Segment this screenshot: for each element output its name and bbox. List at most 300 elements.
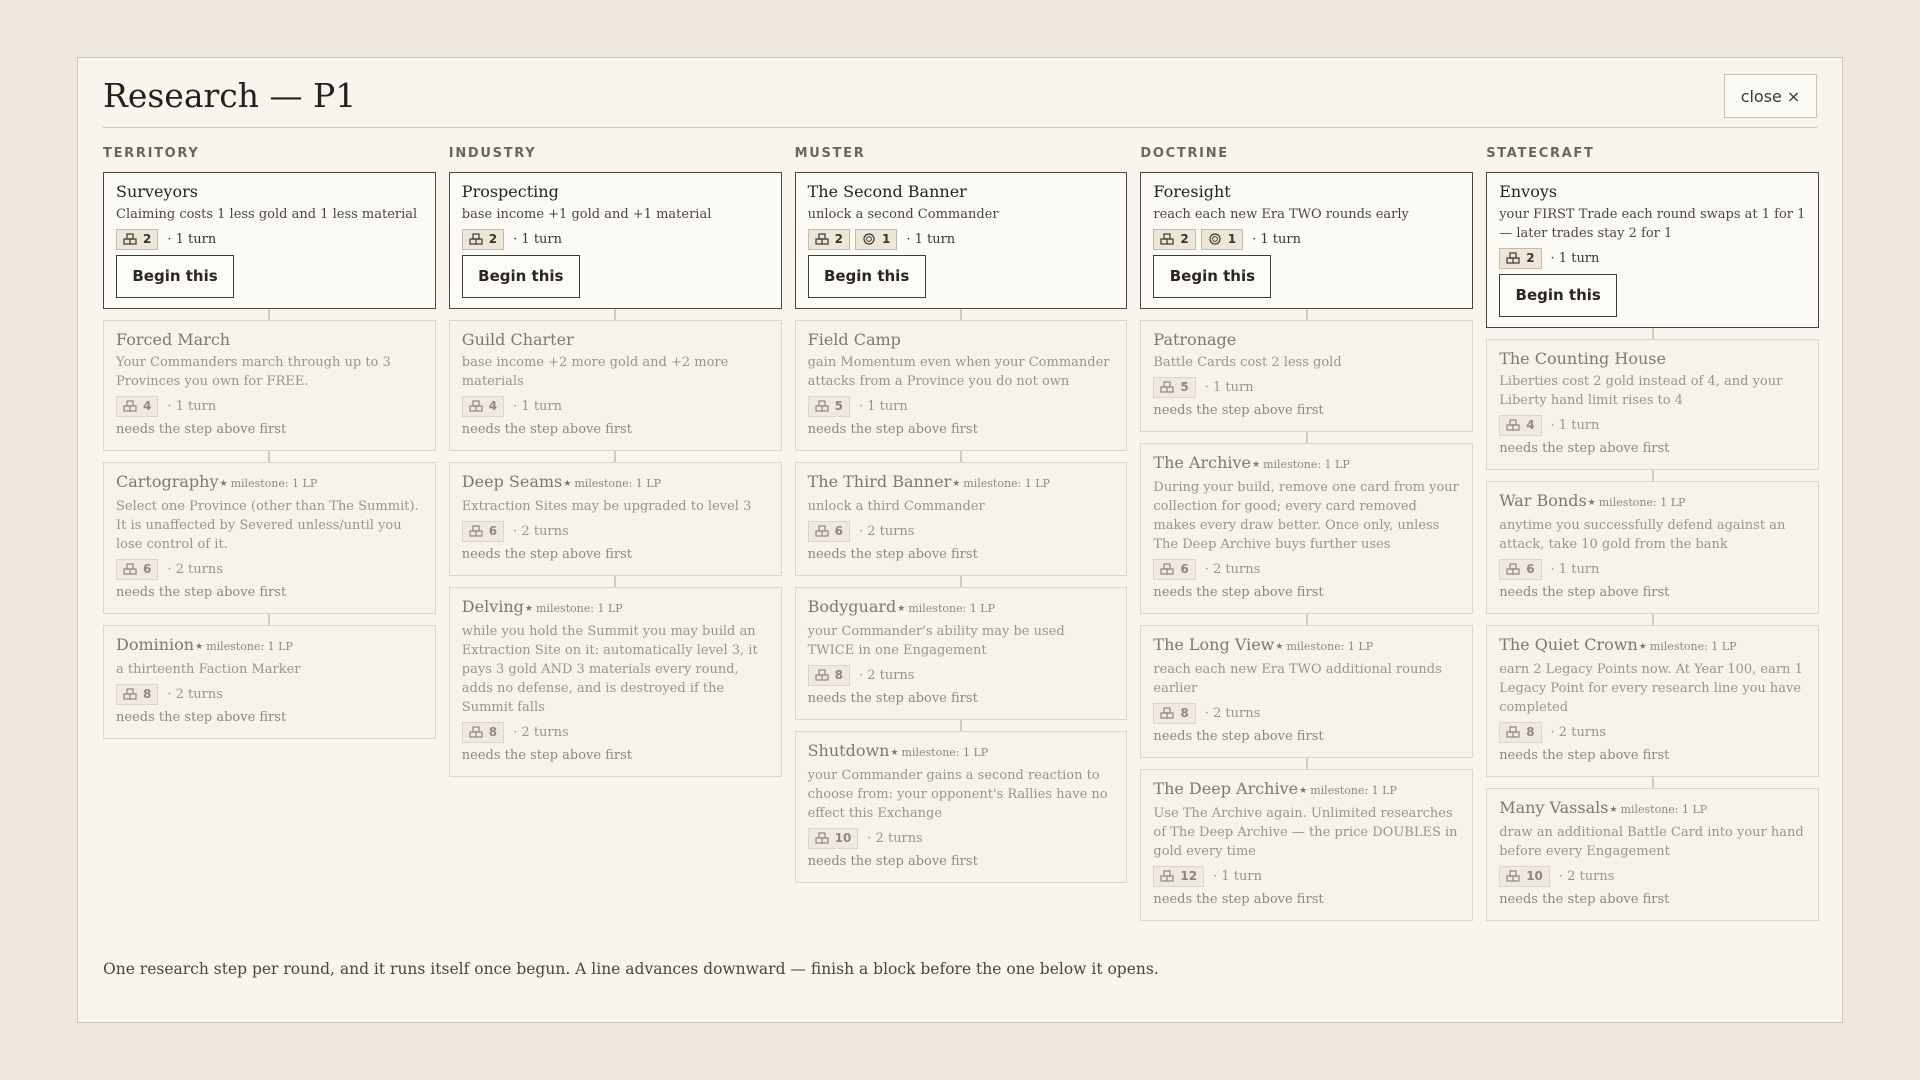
cost-row [1499, 864, 1806, 888]
connector-line [614, 576, 616, 587]
connector [103, 614, 436, 625]
turn-count: · 1 turn [1204, 379, 1254, 395]
milestone-label: milestone: 1 LP [963, 477, 1050, 490]
material-value: 12 [1180, 869, 1198, 883]
connector-line [1306, 758, 1308, 769]
turn-count: · 1 turn [513, 398, 563, 414]
material-icon [469, 400, 489, 412]
star-icon: ★ [890, 748, 899, 758]
material-icon [1506, 563, 1526, 575]
star-icon: ★ [1299, 786, 1308, 796]
prerequisite-note: needs the step above first [1153, 585, 1324, 600]
card-title [1499, 635, 1806, 657]
research-card [795, 320, 1128, 451]
milestone-label: milestone: 1 LP [1649, 640, 1737, 653]
material-icon [1160, 707, 1180, 719]
research-card [1140, 443, 1473, 614]
material-value: 6 [834, 524, 843, 538]
material-cost [1153, 703, 1195, 724]
card-title [1153, 453, 1460, 475]
card-name: The Long View [1153, 635, 1275, 654]
material-cost [808, 521, 850, 542]
prerequisite-note: needs the step above first [461, 547, 632, 562]
card-title [462, 330, 769, 350]
close-icon: × [1786, 86, 1801, 106]
material-cost [1499, 559, 1541, 580]
milestone-label: milestone: 1 LP [536, 602, 623, 615]
prerequisite-note: needs the step above first [807, 691, 978, 706]
turn-count: · 1 turn [1252, 231, 1301, 247]
material-icon [469, 233, 489, 245]
cost-row [1153, 375, 1460, 399]
material-value: 5 [1180, 380, 1189, 394]
material-value: 5 [834, 399, 843, 413]
card-description: Select one Province (other than The Summit). It is unaffected by Severed unless/until you lose control of it. [116, 499, 419, 552]
turn-count: · 1 turn [1550, 250, 1600, 266]
card-description: base income +2 more gold and +2 more materials [461, 355, 729, 389]
research-card [1140, 320, 1473, 432]
material-cost [116, 396, 158, 417]
card-description: while you hold the Summit you may build an Extraction Site on it: automatically level 3, it pays 3 gold AND 3 materials every round, adds no defense, and is destroyed if the Summit falls [461, 624, 758, 715]
material-icon [123, 563, 143, 575]
research-card [103, 625, 436, 739]
research-card[interactable] [103, 172, 436, 309]
cost-row [808, 826, 1115, 850]
card-title [116, 330, 423, 350]
card-description: reach each new Era TWO rounds early [1153, 207, 1409, 222]
card-title [808, 741, 1115, 763]
star-icon: ★ [1252, 460, 1261, 470]
research-card [795, 587, 1128, 720]
material-icon [1506, 252, 1526, 264]
material-cost [1499, 722, 1541, 743]
connector-line [1306, 432, 1308, 443]
card-description: anytime you successfully defend against an attack, take 10 gold from the bank [1499, 518, 1786, 552]
card-name: Field Camp [807, 330, 901, 349]
card-title [1499, 798, 1806, 820]
star-icon: ★ [897, 604, 906, 614]
research-card[interactable] [1486, 172, 1819, 328]
material-value: 8 [1526, 725, 1535, 739]
research-card [449, 462, 782, 576]
coin-cost [1201, 229, 1243, 250]
material-value: 2 [834, 232, 843, 246]
research-column [1140, 142, 1473, 921]
card-name: Forced March [116, 330, 231, 349]
cost-row [808, 227, 1115, 251]
begin-button[interactable]: Begin this [116, 255, 234, 298]
material-cost [1153, 377, 1195, 398]
card-description: a thirteenth Faction Marker [116, 662, 301, 677]
coin-icon [862, 233, 882, 245]
material-cost [1499, 866, 1550, 887]
material-cost [462, 722, 504, 743]
research-card [795, 462, 1128, 576]
research-column [449, 142, 782, 921]
column-title: DOCTRINE [1140, 146, 1229, 161]
cost-row [462, 394, 769, 418]
connector-line [614, 451, 616, 462]
material-cost [808, 665, 850, 686]
card-description: unlock a second Commander [807, 207, 999, 222]
material-cost [116, 229, 158, 250]
card-title [1499, 182, 1806, 202]
milestone-label: milestone: 1 LP [901, 746, 989, 759]
connector-line [960, 720, 962, 731]
turn-count: · 1 turn [167, 398, 217, 414]
coin-icon [1208, 233, 1228, 245]
research-card [1486, 481, 1819, 614]
card-description: unlock a third Commander [807, 499, 985, 514]
research-card [1140, 625, 1473, 758]
column-title: INDUSTRY [448, 146, 537, 161]
card-description: Use The Archive again. Unlimited researches of The Deep Archive — the price DOUBLES in gold every time [1153, 806, 1458, 859]
turn-count: · 2 turns [513, 523, 569, 539]
turn-count: · 2 turns [858, 667, 915, 683]
card-description: During your build, remove one card from your collection for good; every card removed makes every draw better. Once only, unless The Deep Archive buys further uses [1153, 480, 1459, 552]
material-icon [1506, 419, 1526, 431]
card-name: Prospecting [461, 182, 559, 201]
research-card [1486, 788, 1819, 921]
close-label: close [1740, 86, 1782, 106]
material-value: 2 [143, 232, 152, 246]
card-name: Envoys [1499, 182, 1558, 201]
milestone-label: milestone: 1 LP [230, 477, 318, 490]
turn-count: · 1 turn [858, 398, 908, 414]
milestone-label: milestone: 1 LP [1310, 784, 1397, 797]
material-cost [116, 684, 158, 705]
card-name: The Third Banner [807, 472, 952, 491]
card-description: Your Commanders march through up to 3 Provinces you own for FREE. [116, 355, 391, 389]
card-description: your FIRST Trade each round swaps at 1 for 1 — later trades stay 2 for 1 [1499, 207, 1806, 241]
prerequisite-note: needs the step above first [1499, 441, 1670, 456]
connector [103, 309, 436, 320]
research-card [1486, 339, 1819, 470]
turn-count: · 1 turn [906, 231, 956, 247]
connector [449, 451, 782, 462]
material-value: 10 [1526, 869, 1543, 883]
connector-line [614, 309, 616, 320]
card-name: The Deep Archive [1153, 779, 1299, 798]
column-title: TERRITORY [103, 146, 200, 161]
connector [1140, 309, 1473, 320]
research-panel [77, 57, 1843, 1023]
card-name: Guild Charter [461, 330, 574, 349]
material-icon [815, 525, 835, 537]
connector [1486, 777, 1819, 788]
turn-count: · 2 turns [1550, 724, 1607, 740]
footer-note: One research step per round, and it runs itself once begun. A line advances downward — finish a block before the one below it opens. [103, 960, 1159, 978]
material-value: 4 [143, 399, 152, 413]
card-title [116, 472, 423, 494]
column-title: MUSTER [794, 146, 866, 161]
material-value: 4 [1526, 418, 1535, 432]
material-icon [469, 525, 489, 537]
connector-line [1652, 777, 1654, 788]
card-name: Surveyors [116, 182, 198, 201]
cost-row [1153, 227, 1460, 251]
connector [795, 576, 1128, 587]
milestone-label: milestone: 1 LP [574, 477, 661, 490]
card-title [808, 330, 1115, 350]
material-value: 2 [488, 232, 498, 246]
card-name: Cartography [116, 472, 219, 491]
research-lines [103, 142, 1819, 921]
turn-count: · 2 turns [867, 830, 923, 846]
material-icon [1160, 381, 1180, 393]
material-cost [1499, 415, 1541, 436]
card-description: base income +1 gold and +1 material [461, 207, 712, 222]
material-value: 6 [1180, 562, 1189, 576]
connector-line [1652, 470, 1654, 481]
card-description: draw an additional Battle Card into your hand before every Engagement [1499, 825, 1804, 859]
material-icon [815, 400, 835, 412]
begin-button[interactable]: Begin this [1153, 255, 1271, 298]
material-icon [123, 233, 143, 245]
prerequisite-note: needs the step above first [116, 585, 287, 600]
card-name: War Bonds [1499, 491, 1587, 510]
connector [449, 309, 782, 320]
research-card[interactable] [795, 172, 1128, 309]
card-name: The Counting House [1499, 349, 1666, 368]
connector-line [1306, 309, 1308, 320]
card-description: Liberties cost 2 gold instead of 4, and your Liberty hand limit rises to 4 [1499, 374, 1783, 408]
connector-line [1652, 328, 1654, 339]
material-cost [462, 521, 504, 542]
prerequisite-note: needs the step above first [461, 422, 632, 437]
prerequisite-note: needs the step above first [1499, 585, 1670, 600]
card-description: earn 2 Legacy Points now. At Year 100, earn 1 Legacy Point for every research line you have completed [1499, 662, 1803, 715]
turn-count: · 1 turn [513, 231, 563, 247]
material-value: 4 [488, 399, 498, 413]
material-icon [1506, 726, 1526, 738]
material-icon [1506, 870, 1526, 882]
cost-row [1153, 864, 1460, 888]
prerequisite-note: needs the step above first [1499, 748, 1670, 763]
material-cost [462, 396, 504, 417]
card-name: The Quiet Crown [1499, 635, 1638, 654]
cost-row [1499, 557, 1806, 581]
cost-row [808, 394, 1115, 418]
connector-line [1652, 614, 1654, 625]
material-value: 8 [834, 668, 843, 682]
star-icon: ★ [1587, 498, 1596, 508]
turn-count: · 1 turn [1550, 417, 1600, 433]
material-cost [808, 396, 850, 417]
card-name: Deep Seams [461, 472, 563, 491]
material-cost [808, 828, 859, 849]
connector [1140, 432, 1473, 443]
connector-line [268, 451, 270, 462]
star-icon: ★ [195, 642, 204, 652]
material-cost [808, 229, 850, 250]
card-name: The Second Banner [807, 182, 967, 201]
connector [1486, 328, 1819, 339]
card-description: gain Momentum even when your Commander attacks from a Province you do not own [807, 355, 1110, 389]
research-card[interactable] [1140, 172, 1473, 309]
research-card[interactable] [449, 172, 782, 309]
material-icon [1160, 870, 1180, 882]
connector [449, 576, 782, 587]
milestone-label: milestone: 1 LP [1598, 496, 1686, 509]
begin-button[interactable]: Begin this [1499, 274, 1617, 317]
milestone-label: milestone: 1 LP [908, 602, 995, 615]
material-value: 6 [143, 562, 152, 576]
card-title [1153, 779, 1460, 801]
material-icon [1160, 233, 1180, 245]
turn-count: · 1 turn [1213, 868, 1262, 884]
turn-count: · 2 turns [1558, 868, 1615, 884]
research-card [449, 587, 782, 777]
cost-row [116, 682, 423, 706]
card-description: your Commander gains a second reaction to choose from: your opponent's Rallies have no effect this Exchange [807, 768, 1108, 821]
star-icon: ★ [563, 479, 572, 489]
connector [1486, 470, 1819, 481]
material-value: 6 [488, 524, 498, 538]
connector [103, 451, 436, 462]
cost-row [462, 227, 769, 251]
cost-row [116, 557, 423, 581]
card-name: Foresight [1153, 182, 1231, 201]
turn-count: · 2 turns [1204, 705, 1261, 721]
prerequisite-note: needs the step above first [807, 547, 978, 562]
turn-count: · 2 turns [1204, 561, 1261, 577]
connector [1140, 614, 1473, 625]
panel-header [103, 74, 1817, 128]
card-name: Many Vassals [1499, 798, 1609, 817]
cost-row [116, 227, 423, 251]
turn-count: · 2 turns [513, 724, 569, 740]
close-button[interactable] [1724, 74, 1817, 118]
material-icon [123, 400, 143, 412]
card-name: Shutdown [807, 741, 890, 760]
card-title [1499, 349, 1806, 369]
coin-value: 1 [881, 232, 891, 246]
research-card [795, 731, 1128, 883]
cost-row [1499, 413, 1806, 437]
card-description: your Commander's ability may be used TWICE in one Engagement [807, 624, 1065, 658]
material-value: 8 [143, 687, 152, 701]
turn-count: · 2 turns [167, 686, 223, 702]
research-column [1486, 142, 1819, 921]
card-title [808, 472, 1115, 494]
material-cost [116, 559, 158, 580]
research-card [449, 320, 782, 451]
card-title [462, 597, 769, 619]
prerequisite-note: needs the step above first [116, 710, 287, 725]
card-name: Delving [461, 597, 524, 616]
material-icon [469, 726, 489, 738]
material-icon [815, 832, 835, 844]
material-value: 6 [1526, 562, 1535, 576]
material-cost [462, 229, 504, 250]
material-value: 8 [488, 725, 498, 739]
star-icon: ★ [524, 604, 533, 614]
connector-line [960, 309, 962, 320]
research-card [103, 462, 436, 614]
connector [795, 451, 1128, 462]
coin-value: 1 [1227, 232, 1237, 246]
turn-count: · 2 turns [858, 523, 915, 539]
begin-button[interactable]: Begin this [808, 255, 926, 298]
material-value: 2 [1526, 251, 1535, 265]
milestone-label: milestone: 1 LP [1286, 640, 1374, 653]
card-name: The Archive [1153, 453, 1252, 472]
card-name: Patronage [1153, 330, 1237, 349]
connector [795, 720, 1128, 731]
card-title [116, 182, 423, 202]
connector [1140, 758, 1473, 769]
material-cost [1153, 229, 1195, 250]
star-icon: ★ [952, 479, 961, 489]
cost-row [1153, 701, 1460, 725]
turn-count: · 1 turn [1550, 561, 1600, 577]
card-title [462, 182, 769, 202]
prerequisite-note: needs the step above first [807, 422, 978, 437]
cost-row [1499, 720, 1806, 744]
card-description: Claiming costs 1 less gold and 1 less material [116, 207, 418, 222]
card-title [1153, 330, 1460, 350]
column-title: STATECRAFT [1486, 146, 1595, 161]
card-description: Extraction Sites may be upgraded to level 3 [461, 499, 752, 514]
cost-row [808, 663, 1115, 687]
cost-row [462, 519, 769, 543]
milestone-label: milestone: 1 LP [206, 640, 293, 653]
page-title: Research — P1 [103, 76, 357, 115]
card-description: Battle Cards cost 2 less gold [1153, 355, 1342, 370]
card-title [808, 182, 1115, 202]
prerequisite-note: needs the step above first [116, 422, 287, 437]
material-value: 2 [1180, 232, 1189, 246]
prerequisite-note: needs the step above first [1153, 892, 1324, 907]
material-icon [815, 669, 835, 681]
milestone-label: milestone: 1 LP [1620, 803, 1708, 816]
card-title [1153, 635, 1460, 657]
milestone-label: milestone: 1 LP [1263, 458, 1350, 471]
card-description: reach each new Era TWO additional rounds earlier [1153, 662, 1442, 696]
research-column [103, 142, 436, 921]
material-cost [1153, 559, 1195, 580]
star-icon: ★ [1609, 805, 1618, 815]
cost-row [1499, 246, 1806, 270]
star-icon: ★ [1275, 642, 1284, 652]
prerequisite-note: needs the step above first [1153, 729, 1324, 744]
card-name: Bodyguard [807, 597, 897, 616]
coin-cost [855, 229, 897, 250]
research-card [1486, 625, 1819, 777]
cost-row [116, 394, 423, 418]
research-card [1140, 769, 1473, 921]
turn-count: · 1 turn [167, 231, 217, 247]
begin-button[interactable]: Begin this [462, 255, 580, 298]
card-title [116, 635, 423, 657]
card-name: Dominion [116, 635, 195, 654]
research-column [795, 142, 1128, 921]
cost-row [808, 519, 1115, 543]
connector-line [268, 614, 270, 625]
material-icon [1160, 563, 1180, 575]
connector-line [960, 576, 962, 587]
prerequisite-note: needs the step above first [1153, 403, 1324, 418]
card-title [808, 597, 1115, 619]
research-card [103, 320, 436, 451]
connector-line [1306, 614, 1308, 625]
star-icon: ★ [1638, 642, 1647, 652]
material-icon [815, 233, 835, 245]
material-cost [1499, 248, 1541, 269]
connector-line [960, 451, 962, 462]
cost-row [462, 720, 769, 744]
